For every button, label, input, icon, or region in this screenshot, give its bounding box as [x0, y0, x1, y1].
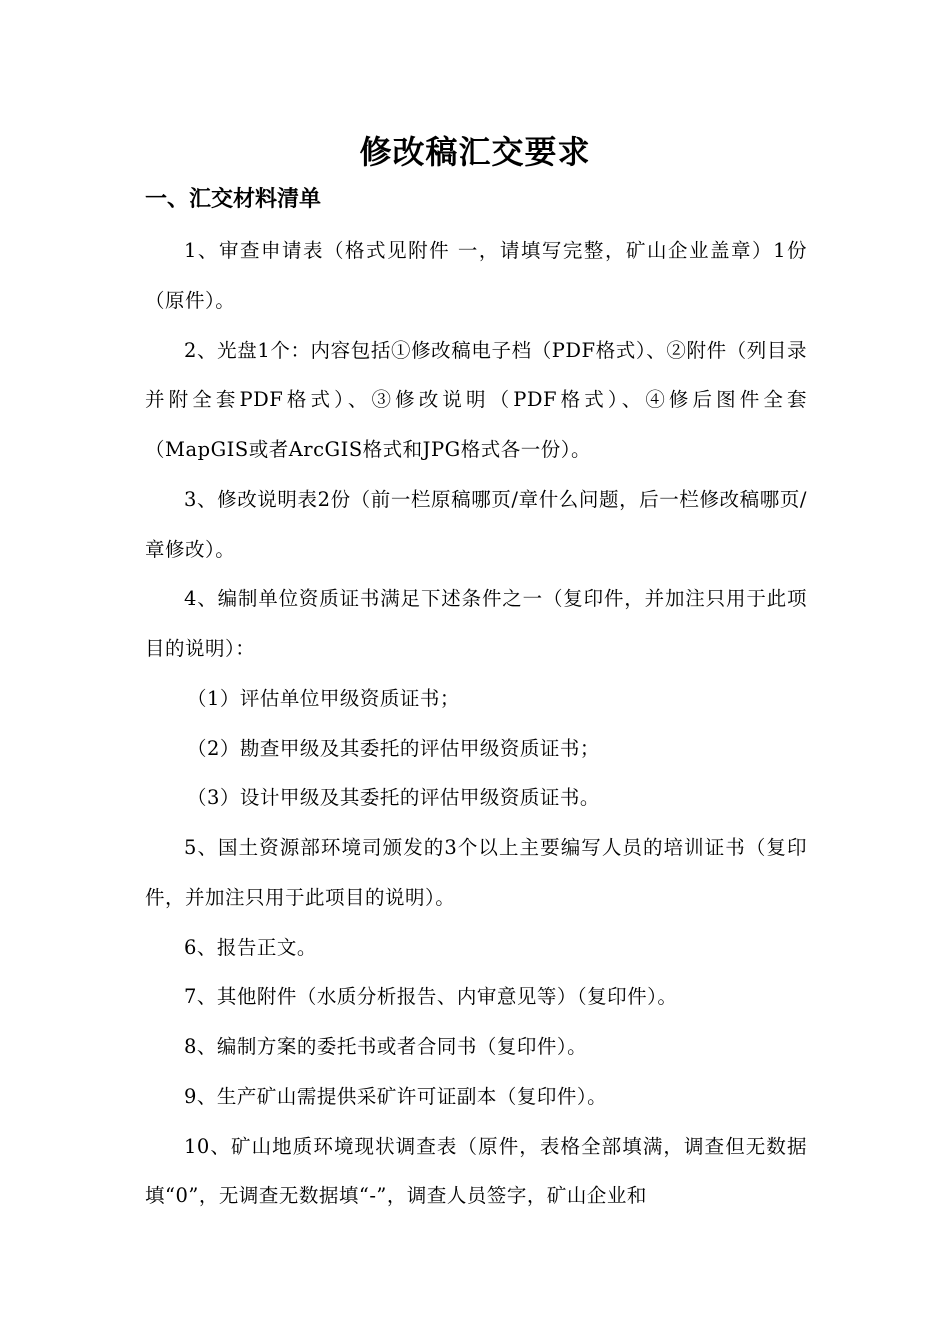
list-item-7: 7、其他附件（水质分析报告、内审意见等）（复印件）。: [184, 985, 678, 1009]
list-item-3: 3、修改说明表2份（前一栏原稿哪页/章什么问题，后一栏修改稿哪页/章修改）。: [145, 487, 807, 561]
section-heading: 一、汇交材料清单: [145, 187, 322, 212]
list-item-2: 2、光盘1个：内容包括①修改稿电子档（PDF格式）、②附件（列目录并附全套PDF格式）、③修改说明（PDF格式）、④修后图件全套（MapGIS或者ArcGIS格式和JPG格式各一份）。: [145, 338, 807, 461]
list-item-6: 6、报告正文。: [184, 935, 317, 959]
list-item-5: 5、国土资源部环境司颁发的3个以上主要编写人员的培训证书（复印件，并加注只用于此项目的说明）。: [145, 836, 807, 909]
list-item-1: 1、审查申请表（格式见附件 一，请填写完整，矿山企业盖章）1份（原件）。: [145, 239, 807, 312]
list-item-9: 9、生产矿山需提供采矿许可证副本（复印件）。: [184, 1084, 608, 1108]
list-subitem-4-1: （1）评估单位甲级资质证书；: [187, 686, 460, 710]
list-subitem-4-3: （3）设计甲级及其委托的评估甲级资质证书。: [187, 786, 600, 810]
list-item-4: 4、编制单位资质证书满足下述条件之一（复印件，并加注只用于此项目的说明）：: [145, 587, 807, 660]
list-subitem-4-2: （2）勘查甲级及其委托的评估甲级资质证书；: [187, 736, 600, 760]
list-item-10: 10、矿山地质环境现状调查表（原件，表格全部填满，调查但无数据填“0”，无调查无数据填“-”，调查人员签字，矿山企业和: [145, 1134, 807, 1208]
list-item-8: 8、编制方案的委托书或者合同书（复印件）。: [184, 1035, 588, 1058]
materials-list: [145, 226, 807, 1221]
document-title: 修改稿汇交要求: [359, 133, 591, 171]
